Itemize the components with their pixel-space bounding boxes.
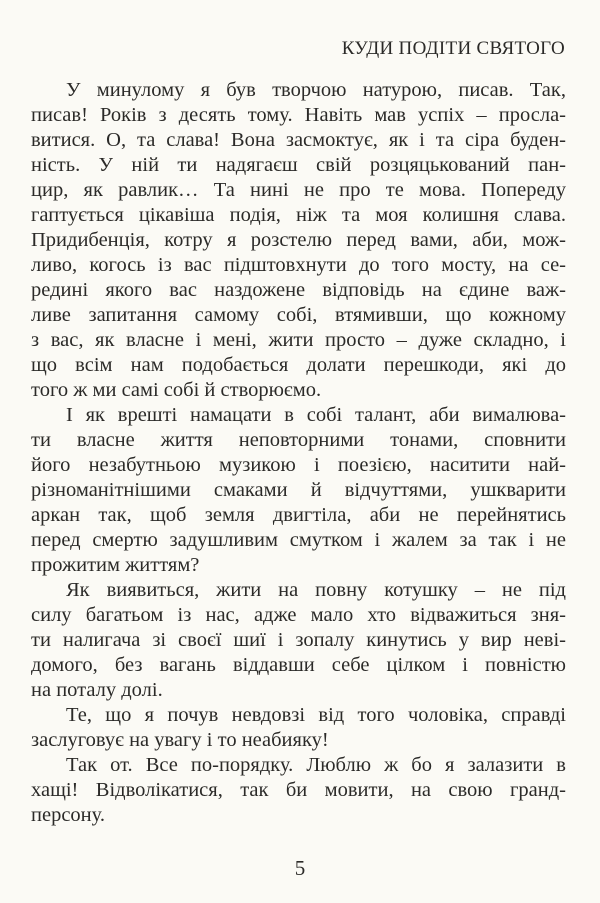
- text-line: ти власне життя неповторними тонами, сповнити: [31, 429, 566, 451]
- text-line: Придибенція, котру я розстелю перед вами, аби, мож-: [31, 229, 566, 251]
- text-line: витися. О, та слава! Вона засмоктує, як і та сіра буден-: [31, 129, 566, 151]
- text-line: ливо, когось із вас підштовхнути до того мосту, на се-: [31, 254, 566, 276]
- paragraph: [31, 753, 566, 828]
- text-line: ливе запитання самому собі, втямивши, що кожному: [31, 304, 566, 326]
- text-line: Так от. Все по-порядку. Люблю ж бо я залазити в: [66, 754, 566, 776]
- text-line: того ж ми самі собі й створюємо.: [31, 379, 322, 401]
- text-line: цир, як равлик… Та нині не про те мова. Попереду: [31, 179, 566, 201]
- text-line: перед смертю задушливим смутком і жалем за так і не: [31, 529, 566, 551]
- paragraph: [31, 403, 566, 578]
- paragraph: [31, 578, 566, 703]
- text-line: аркан так, щоб земля двигтіла, аби не перейнятись: [31, 504, 566, 526]
- text-line: хащі! Відволікатися, так би мовити, на свою гранд-: [31, 779, 566, 801]
- text-line: що всім нам подобається долати перешкоди, які до: [31, 354, 566, 376]
- text-line: його незабутньою музикою і поезією, наситити най-: [31, 454, 566, 476]
- text-line: ти налигача зі своєї шиї і зопалу кинутись у вир неві-: [31, 629, 566, 651]
- text-line: Як виявиться, жити на повну котушку – не під: [66, 579, 566, 601]
- text-line: домого, без вагань віддавши себе цілком і повністю: [31, 654, 566, 676]
- text-line: У минулому я був творчою натурою, писав. Так,: [66, 79, 566, 101]
- running-head: КУДИ ПОДІТИ СВЯТОГО: [341, 38, 565, 59]
- text-line: персону.: [31, 804, 105, 826]
- page-number: 5: [294, 856, 306, 880]
- text-line: ність. У ній ти надягаєш свій розцяцькований пан-: [31, 154, 566, 176]
- text-line: на поталу долі.: [31, 679, 163, 701]
- text-line: заслуговує на увагу і то неабияку!: [31, 729, 329, 751]
- text-line: Те, що я почув невдовзі від того чоловіка, справді: [66, 704, 566, 726]
- text-line: редині якого вас наздожене відповідь на єдине важ-: [31, 279, 566, 301]
- text-line: з вас, як власне і мені, жити просто – дуже складно, і: [31, 329, 566, 351]
- text-line: різноманітнішими смаками й відчуттями, ушкварити: [31, 479, 566, 501]
- text-line: прожитим життям?: [31, 554, 200, 576]
- text-line: І як врешті намацати в собі талант, аби вималюва-: [66, 404, 566, 426]
- page-body: [31, 78, 566, 828]
- paragraph: [31, 78, 566, 403]
- text-line: гаптується цікавіша подія, ніж та моя колишня слава.: [31, 204, 566, 226]
- paragraph: [31, 703, 566, 753]
- text-line: силу багатьом із нас, адже мало хто відважиться зня-: [31, 604, 566, 626]
- text-line: писав! Років з десять тому. Навіть мав успіх – просла-: [31, 104, 566, 126]
